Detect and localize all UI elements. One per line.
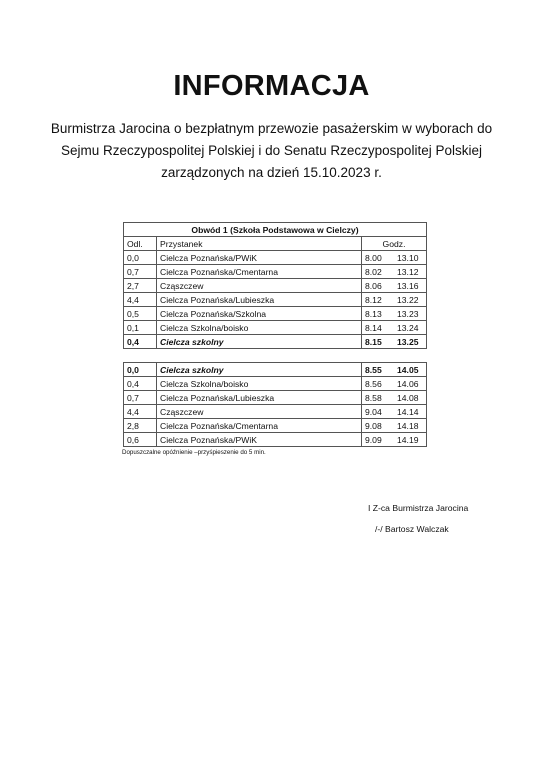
stop-cell (157, 321, 362, 335)
distance-cell: 4,4 (124, 405, 157, 419)
stop-name: Cielcza Poznańska/PWiK (160, 252, 257, 263)
stop-cell (157, 335, 362, 349)
table-row (124, 251, 427, 265)
time-afternoon-cell: 14.19 (394, 433, 427, 447)
stop-name: Cielcza Poznańska/Lubieszka (160, 294, 275, 305)
time-afternoon-cell: 13.22 (394, 293, 427, 307)
stop-name: Cielcza Poznańska/Cmentarna (160, 420, 278, 431)
time-morning-cell: 8.06 (362, 279, 395, 293)
time-morning-cell: 9.08 (362, 419, 395, 433)
table-row (124, 405, 427, 419)
column-header-distance: Odl. (124, 237, 157, 251)
timetable-outbound (123, 222, 427, 349)
time-morning-cell: 9.04 (362, 405, 395, 419)
stop-name: Cielcza Poznańska/Lubieszka (160, 392, 275, 403)
time-morning-cell: 8.56 (362, 377, 395, 391)
time-afternoon-cell: 14.06 (394, 377, 427, 391)
stop-cell (157, 279, 362, 293)
stop-cell (157, 265, 362, 279)
distance-cell: 0,4 (124, 335, 157, 349)
table-row (124, 279, 427, 293)
stop-name: Cielcza Szkolna/boisko (160, 378, 249, 389)
table-header-row (124, 237, 427, 251)
time-afternoon-cell: 13.10 (394, 251, 427, 265)
intro-text: Burmistrza Jarocina o bezpłatnym przewozie pasażerskim w wyborach do Sejmu Rzeczypospolitej Polskiej i do Senatu Rzeczypospolitej Polskiej zarządzonych na dzień 15.10.2023 r. (50, 121, 493, 180)
delay-note: Dopuszczalne opóźnienie –przyśpieszenie do 5 min. (122, 449, 266, 456)
distance-cell: 0,0 (124, 363, 157, 377)
table-row (124, 335, 427, 349)
time-morning-cell: 8.02 (362, 265, 395, 279)
distance-cell: 0,4 (124, 377, 157, 391)
time-morning-cell: 8.55 (362, 363, 395, 377)
time-afternoon-cell: 13.12 (394, 265, 427, 279)
stop-name: Cielcza Poznańska/Szkolna (160, 308, 267, 319)
signature-name: /-/ Bartosz Walczak (375, 524, 449, 534)
table-title: Obwód 1 (Szkoła Podstawowa w Cielczy) (124, 223, 427, 237)
table-row (124, 391, 427, 405)
time-afternoon-cell: 14.14 (394, 405, 427, 419)
stop-cell (157, 363, 362, 377)
time-morning-cell: 8.14 (362, 321, 395, 335)
distance-cell: 0,1 (124, 321, 157, 335)
distance-cell: 0,5 (124, 307, 157, 321)
distance-cell: 0,7 (124, 391, 157, 405)
stop-cell (157, 251, 362, 265)
time-afternoon-cell: 13.25 (394, 335, 427, 349)
time-morning-cell: 9.09 (362, 433, 395, 447)
table-title-row (124, 223, 427, 237)
stop-cell (157, 307, 362, 321)
stop-name: Cielcza Poznańska/PWiK (160, 434, 257, 445)
column-header-stop: Przystanek (157, 237, 362, 251)
stop-cell (157, 391, 362, 405)
time-afternoon-cell: 14.05 (394, 363, 427, 377)
table-row (124, 293, 427, 307)
distance-cell: 2,7 (124, 279, 157, 293)
distance-cell: 0,0 (124, 251, 157, 265)
time-morning-cell: 8.13 (362, 307, 395, 321)
distance-cell: 2,8 (124, 419, 157, 433)
stop-cell (157, 419, 362, 433)
page-title: INFORMACJA (173, 70, 370, 102)
distance-cell: 4,4 (124, 293, 157, 307)
signature-title: I Z-ca Burmistrza Jarocina (368, 503, 469, 513)
stop-cell (157, 293, 362, 307)
table-row (124, 377, 427, 391)
time-morning-cell: 8.12 (362, 293, 395, 307)
stop-name: Cielcza szkolny (160, 336, 224, 347)
stop-name: Cząszczew (160, 280, 204, 291)
distance-cell: 0,7 (124, 265, 157, 279)
stop-cell (157, 433, 362, 447)
stop-name: Cielcza szkolny (160, 364, 224, 375)
time-morning-cell: 8.15 (362, 335, 395, 349)
stop-cell (157, 405, 362, 419)
time-afternoon-cell: 13.23 (394, 307, 427, 321)
time-morning-cell: 8.00 (362, 251, 395, 265)
table-row (124, 363, 427, 377)
timetable-return (123, 362, 427, 447)
distance-cell: 0,6 (124, 433, 157, 447)
time-afternoon-cell: 13.16 (394, 279, 427, 293)
stop-cell (157, 377, 362, 391)
stop-name: Cielcza Poznańska/Cmentarna (160, 266, 278, 277)
table-row (124, 265, 427, 279)
column-header-time: Godz. (362, 237, 427, 251)
table-row (124, 307, 427, 321)
table-row (124, 419, 427, 433)
table-row (124, 321, 427, 335)
time-afternoon-cell: 14.08 (394, 391, 427, 405)
time-morning-cell: 8.58 (362, 391, 395, 405)
time-afternoon-cell: 13.24 (394, 321, 427, 335)
stop-name: Cząszczew (160, 406, 204, 417)
stop-name: Cielcza Szkolna/boisko (160, 322, 249, 333)
table-row (124, 433, 427, 447)
time-afternoon-cell: 14.18 (394, 419, 427, 433)
